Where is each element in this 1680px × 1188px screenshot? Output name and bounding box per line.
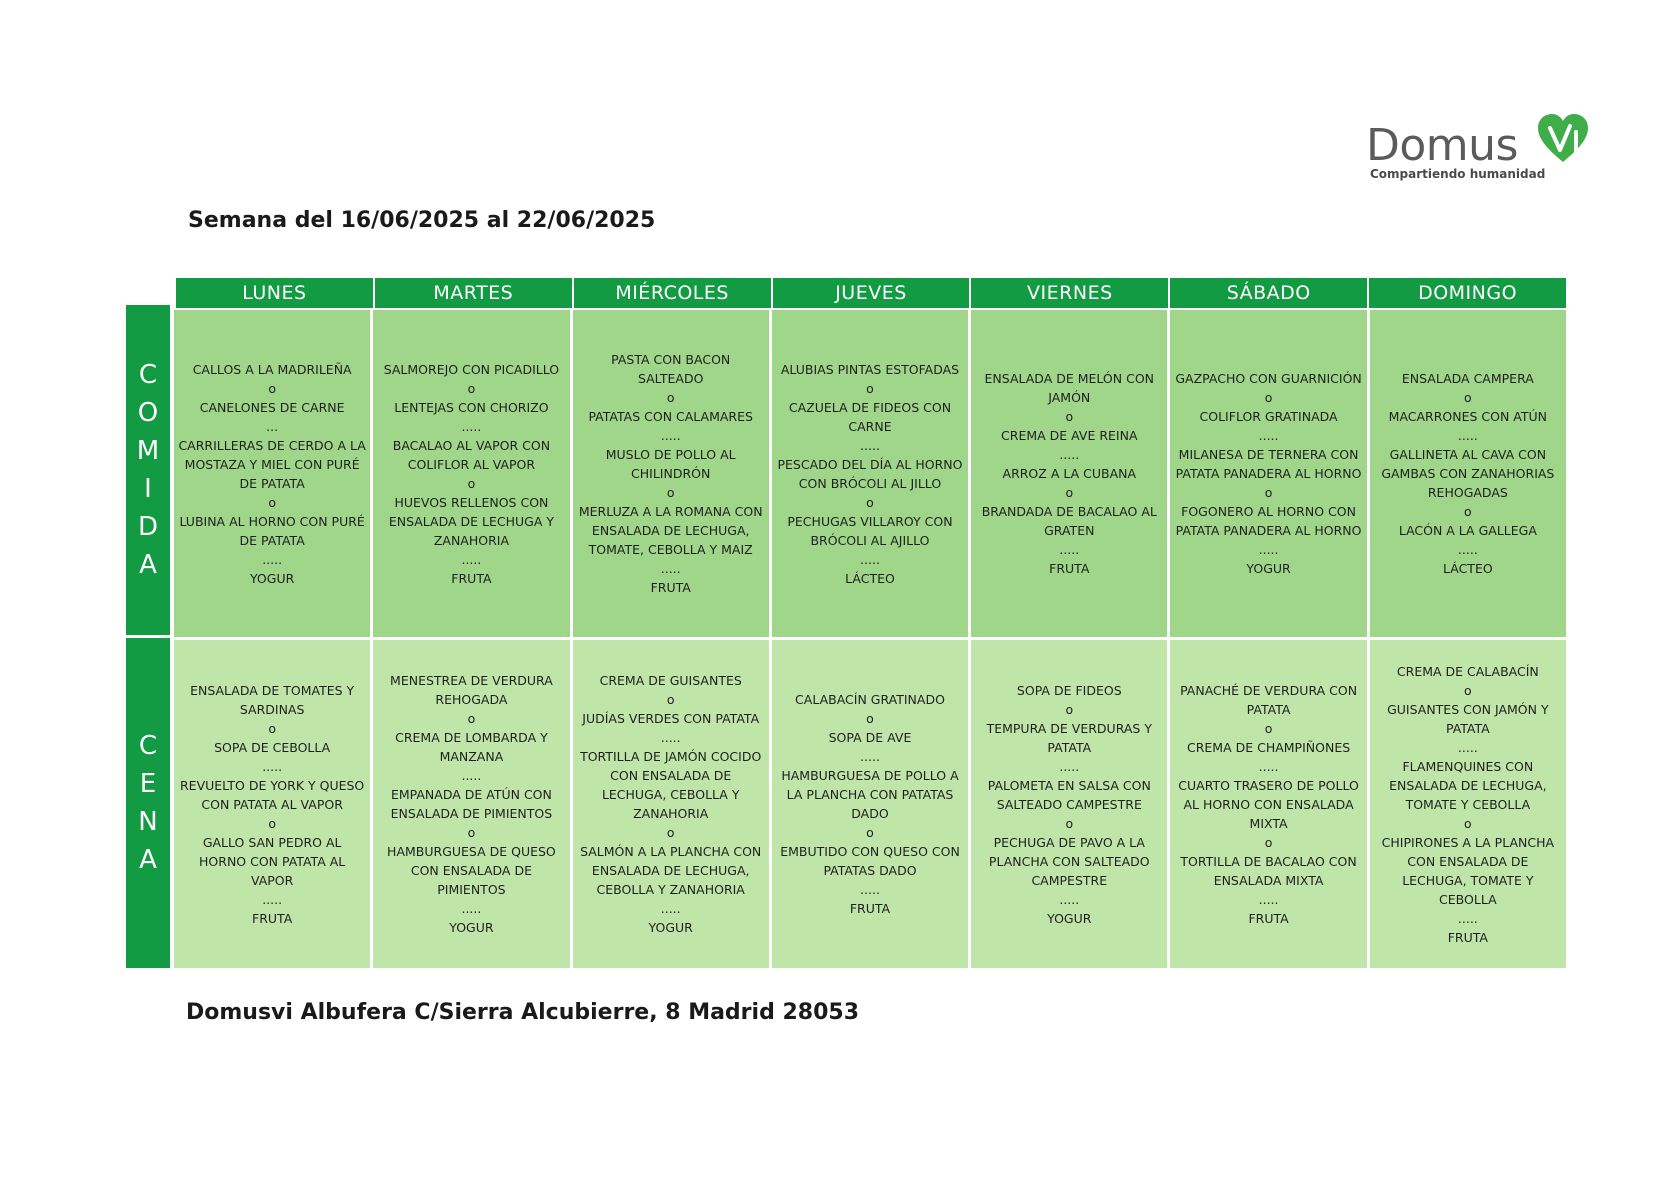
menu-dish: PANACHÉ DE VERDURA CON PATATA xyxy=(1180,682,1358,717)
menu-dish: TORTILLA DE JAMÓN COCIDO CON ENSALADA DE LECHUGA, CEBOLLA Y ZANAHORIA xyxy=(580,749,762,821)
menu-dish: CREMA DE GUISANTES xyxy=(599,673,742,688)
menu-dish: SALMÓN A LA PLANCHA CON ENSALADA DE LECHUGA, CEBOLLA Y ZANAHORIA xyxy=(580,844,762,897)
menu-separator: ..... xyxy=(1059,891,1080,907)
menu-dish: GALLO SAN PEDRO AL HORNO CON PATATA AL VAPOR xyxy=(199,834,346,888)
menu-separator: o xyxy=(1464,815,1472,831)
cena-cell-lunes xyxy=(174,640,370,968)
menu-dish: PESCADO DEL DÍA AL HORNO CON BRÓCOLI AL JILLO xyxy=(777,456,963,491)
menu-separator: o xyxy=(866,825,874,840)
menu-separator: o xyxy=(866,494,874,510)
menu-dish: YOGUR xyxy=(1246,561,1291,576)
menu-separator: ..... xyxy=(860,551,880,567)
comida-row xyxy=(174,310,1566,637)
menu-separator: o xyxy=(268,380,276,396)
menu-dish: CHIPIRONES A LA PLANCHA CON ENSALADA DE LECHUGA, TOMATE Y CEBOLLA xyxy=(1381,834,1555,907)
cena-cell-martes xyxy=(373,640,569,968)
menu-dish: FRUTA xyxy=(849,901,891,916)
menu-separator: ..... xyxy=(461,418,482,434)
menu-dish: COLIFLOR GRATINADA xyxy=(1199,409,1338,424)
menu-dish: CALLOS A LA MADRILEÑA xyxy=(192,361,352,377)
menu-dish: FRUTA xyxy=(252,910,293,926)
menu-separator: ... xyxy=(266,418,279,434)
menu-dish: YOGUR xyxy=(249,570,295,586)
day-header-2: MIÉRCOLES xyxy=(574,278,771,308)
menu-dish: MENESTREA DE VERDURA REHOGADA xyxy=(390,673,553,707)
menu-dish: CREMA DE CHAMPIÑONES xyxy=(1186,739,1351,755)
menu-separator: ..... xyxy=(660,561,681,576)
menu-dish: FLAMENQUINES CON ENSALADA DE LECHUGA, TOMATE Y CEBOLLA xyxy=(1389,758,1547,812)
day-header-1: MARTES xyxy=(375,278,572,308)
menu-dish: JUDÍAS VERDES CON PATATA xyxy=(582,711,760,726)
menu-separator: ..... xyxy=(461,901,482,916)
menu-separator: o xyxy=(268,720,276,736)
heart-vi-logo-icon xyxy=(1536,112,1590,164)
menu-dish: PECHUGAS VILLAROY CON BRÓCOLI AL AJILLO xyxy=(787,513,953,548)
day-header-6: DOMINGO xyxy=(1369,278,1566,308)
menu-separator: ..... xyxy=(1457,542,1478,557)
menu-dish: PECHUGA DE PAVO A LA PLANCHA CON SALTEADO CAMPESTRE xyxy=(988,834,1150,888)
menu-separator: o xyxy=(1264,720,1273,736)
menu-dish: YOGUR xyxy=(648,920,693,935)
menu-dish: YOGUR xyxy=(449,920,494,935)
menu-dish: PASTA CON BACON SALTEADO xyxy=(611,352,731,386)
menu-dish: ARROZ A LA CUBANA xyxy=(1002,466,1137,481)
menu-dish: FRUTA xyxy=(1049,561,1090,576)
menu-separator: ..... xyxy=(461,551,482,567)
comida-label-letter: I xyxy=(144,474,152,504)
menu-separator: ..... xyxy=(860,749,880,764)
menu-separator: ..... xyxy=(1059,542,1080,557)
menu-separator: o xyxy=(1464,390,1472,405)
cena-cell-miércoles xyxy=(573,640,769,968)
menu-separator: ..... xyxy=(860,882,880,897)
weekly-menu-table xyxy=(126,278,1566,970)
menu-separator: ..... xyxy=(860,437,880,453)
menu-dish: BRANDADA DE BACALAO AL GRATEN xyxy=(981,504,1157,538)
menu-dish: FRUTA xyxy=(1248,910,1289,926)
menu-separator: o xyxy=(666,390,675,405)
menu-separator: o xyxy=(666,825,675,840)
menu-dish: EMBUTIDO CON QUESO CON PATATAS DADO xyxy=(780,844,960,878)
menu-separator: o xyxy=(1264,390,1273,405)
menu-dish: EMPANADA DE ATÚN CON ENSALADA DE PIMIENTOS xyxy=(390,787,553,821)
menu-separator: o xyxy=(1464,504,1472,519)
menu-separator: ..... xyxy=(1457,428,1478,443)
menu-dish: LENTEJAS CON CHORIZO xyxy=(394,399,549,415)
menu-dish: SOPA DE FIDEOS xyxy=(1016,682,1122,698)
menu-separator: ..... xyxy=(1457,739,1478,755)
cena-label-letter: A xyxy=(139,845,157,875)
menu-separator: o xyxy=(467,711,476,726)
menu-dish: LÁCTEO xyxy=(845,570,895,586)
menu-separator: ..... xyxy=(1258,891,1279,907)
comida-label-letter: D xyxy=(137,512,159,542)
menu-dish: ALUBIAS PINTAS ESTOFADAS xyxy=(780,361,960,377)
menu-dish: ENSALADA CAMPERA xyxy=(1401,371,1534,386)
menu-dish: CREMA DE AVE REINA xyxy=(1001,428,1138,443)
menu-dish: CARRILLERAS DE CERDO A LA MOSTAZA Y MIEL CON PURÉ DE PATATA xyxy=(178,437,366,491)
menu-separator: o xyxy=(866,711,874,726)
cena-cell-jueves xyxy=(772,640,968,968)
day-header-row xyxy=(176,278,1566,308)
menu-dish: CUARTO TRASERO DE POLLO AL HORNO CON ENSALADA MIXTA xyxy=(1178,777,1359,831)
menu-dish: GAZPACHO CON GUARNICIÓN xyxy=(1175,371,1362,386)
day-header-5: SÁBADO xyxy=(1170,278,1367,308)
comida-cell-sábado xyxy=(1170,310,1366,637)
comida-row-label xyxy=(126,305,170,635)
menu-dish: PATATAS CON CALAMARES xyxy=(588,409,753,424)
menu-separator: ..... xyxy=(660,901,681,916)
cena-cell-sábado xyxy=(1170,640,1366,968)
menu-dish: FRUTA xyxy=(650,580,691,595)
cena-cell-domingo xyxy=(1370,640,1566,968)
menu-dish: CREMA DE LOMBARDA Y MANZANA xyxy=(395,730,548,764)
cena-cell-viernes xyxy=(971,640,1167,968)
menu-dish: FRUTA xyxy=(451,570,492,586)
menu-dish: TORTILLA DE BACALAO CON ENSALADA MIXTA xyxy=(1180,853,1357,888)
cena-row xyxy=(174,640,1566,968)
comida-cell-domingo xyxy=(1370,310,1566,637)
menu-dish: FOGONERO AL HORNO CON PATATA PANADERA AL HORNO xyxy=(1175,504,1362,538)
comida-cell-jueves xyxy=(772,310,968,637)
comida-label-letter: O xyxy=(137,398,159,428)
logo-wordmark: Domus xyxy=(1366,120,1518,171)
menu-dish: HAMBURGUESA DE POLLO A LA PLANCHA CON PATATAS DADO xyxy=(781,768,959,821)
menu-dish: SOPA DE AVE xyxy=(828,730,912,745)
menu-dish: MUSLO DE POLLO AL CHILINDRÓN xyxy=(605,447,736,481)
menu-separator: ..... xyxy=(1457,910,1478,926)
menu-separator: ..... xyxy=(660,730,681,745)
day-header-4: VIERNES xyxy=(971,278,1168,308)
menu-dish: CAZUELA DE FIDEOS CON CARNE xyxy=(788,399,952,434)
menu-dish: GUISANTES CON JAMÓN Y PATATA xyxy=(1387,701,1549,736)
cena-label-letter: C xyxy=(138,731,158,761)
menu-dish: CREMA DE CALABACÍN xyxy=(1396,663,1539,679)
menu-separator: o xyxy=(1464,682,1472,698)
menu-dish: TEMPURA DE VERDURAS Y PATATA xyxy=(986,720,1152,755)
menu-separator: ..... xyxy=(262,758,283,774)
menu-dish: CANELONES DE CARNE xyxy=(199,399,345,415)
comida-label-letter: A xyxy=(139,550,157,580)
menu-separator: o xyxy=(467,825,476,840)
domusvi-logo xyxy=(1366,112,1596,182)
menu-separator: o xyxy=(666,485,675,500)
comida-label-letter: M xyxy=(136,436,160,466)
menu-dish: CALABACÍN GRATINADO xyxy=(795,692,945,707)
menu-separator: ..... xyxy=(1258,542,1279,557)
menu-dish: BACALAO AL VAPOR CON COLIFLOR AL VAPOR xyxy=(392,437,551,472)
menu-dish: ENSALADA DE MELÓN CON JAMÓN xyxy=(984,371,1155,405)
menu-separator: ..... xyxy=(660,428,681,443)
menu-dish: REVUELTO DE YORK Y QUESO CON PATATA AL VAPOR xyxy=(179,777,365,812)
menu-separator: o xyxy=(268,815,276,831)
menu-separator: o xyxy=(1264,485,1273,500)
menu-separator: ..... xyxy=(1059,447,1080,462)
menu-dish: HUEVOS RELLENOS CON ENSALADA DE LECHUGA Y ZANAHORIA xyxy=(388,494,555,548)
menu-separator: ..... xyxy=(262,551,283,567)
menu-dish: LÁCTEO xyxy=(1443,561,1493,576)
day-header-3: JUEVES xyxy=(773,278,970,308)
comida-cell-lunes xyxy=(174,310,370,637)
address-footer: Domusvi Albufera C/Sierra Alcubierre, 8 Madrid 28053 xyxy=(186,1000,860,1025)
menu-dish: LUBINA AL HORNO CON PURÉ DE PATATA xyxy=(179,513,365,548)
cena-row-label xyxy=(126,638,170,968)
comida-cell-miércoles xyxy=(573,310,769,637)
logo-tagline: Compartiendo humanidad xyxy=(1370,167,1546,181)
menu-separator: o xyxy=(1065,485,1074,500)
comida-label-letter: C xyxy=(138,360,158,390)
menu-separator: o xyxy=(268,494,276,510)
day-header-0: LUNES xyxy=(176,278,373,308)
menu-separator: ..... xyxy=(461,768,482,783)
menu-dish: PALOMETA EN SALSA CON SALTEADO CAMPESTRE xyxy=(987,777,1151,812)
week-title: Semana del 16/06/2025 al 22/06/2025 xyxy=(188,208,656,233)
comida-cell-viernes xyxy=(971,310,1167,637)
comida-cell-martes xyxy=(373,310,569,637)
menu-separator: o xyxy=(666,692,675,707)
menu-separator: o xyxy=(1264,834,1273,850)
menu-dish: LACÓN A LA GALLEGA xyxy=(1398,523,1537,538)
menu-dish: MACARRONES CON ATÚN xyxy=(1388,409,1548,424)
menu-dish: GALLINETA AL CAVA CON GAMBAS CON ZANAHORIAS REHOGADAS xyxy=(1381,447,1555,500)
menu-dish: SALMOREJO CON PICADILLO xyxy=(383,361,560,377)
menu-dish: MERLUZA A LA ROMANA CON ENSALADA DE LECHUGA, TOMATE, CEBOLLA Y MAIZ xyxy=(578,504,763,557)
cena-label-letter: N xyxy=(138,807,158,837)
menu-dish: ENSALADA DE TOMATES Y SARDINAS xyxy=(190,682,355,717)
menu-separator: ..... xyxy=(1258,758,1279,774)
menu-dish: SOPA DE CEBOLLA xyxy=(214,739,331,755)
menu-dish: YOGUR xyxy=(1047,910,1092,926)
menu-separator: o xyxy=(1065,815,1074,831)
menu-separator: o xyxy=(866,380,874,396)
menu-dish: FRUTA xyxy=(1447,929,1488,945)
menu-separator: ..... xyxy=(1059,758,1080,774)
cena-label-letter: E xyxy=(139,769,157,799)
menu-dish: HAMBURGUESA DE QUESO CON ENSALADA DE PIMIENTOS xyxy=(387,844,556,897)
menu-separator: o xyxy=(1065,701,1074,717)
menu-separator: ..... xyxy=(1258,428,1279,443)
menu-separator: o xyxy=(467,380,476,396)
menu-separator: ..... xyxy=(262,891,283,907)
menu-dish: MILANESA DE TERNERA CON PATATA PANADERA AL HORNO xyxy=(1175,447,1362,481)
menu-separator: o xyxy=(467,475,476,491)
menu-separator: o xyxy=(1065,409,1074,424)
